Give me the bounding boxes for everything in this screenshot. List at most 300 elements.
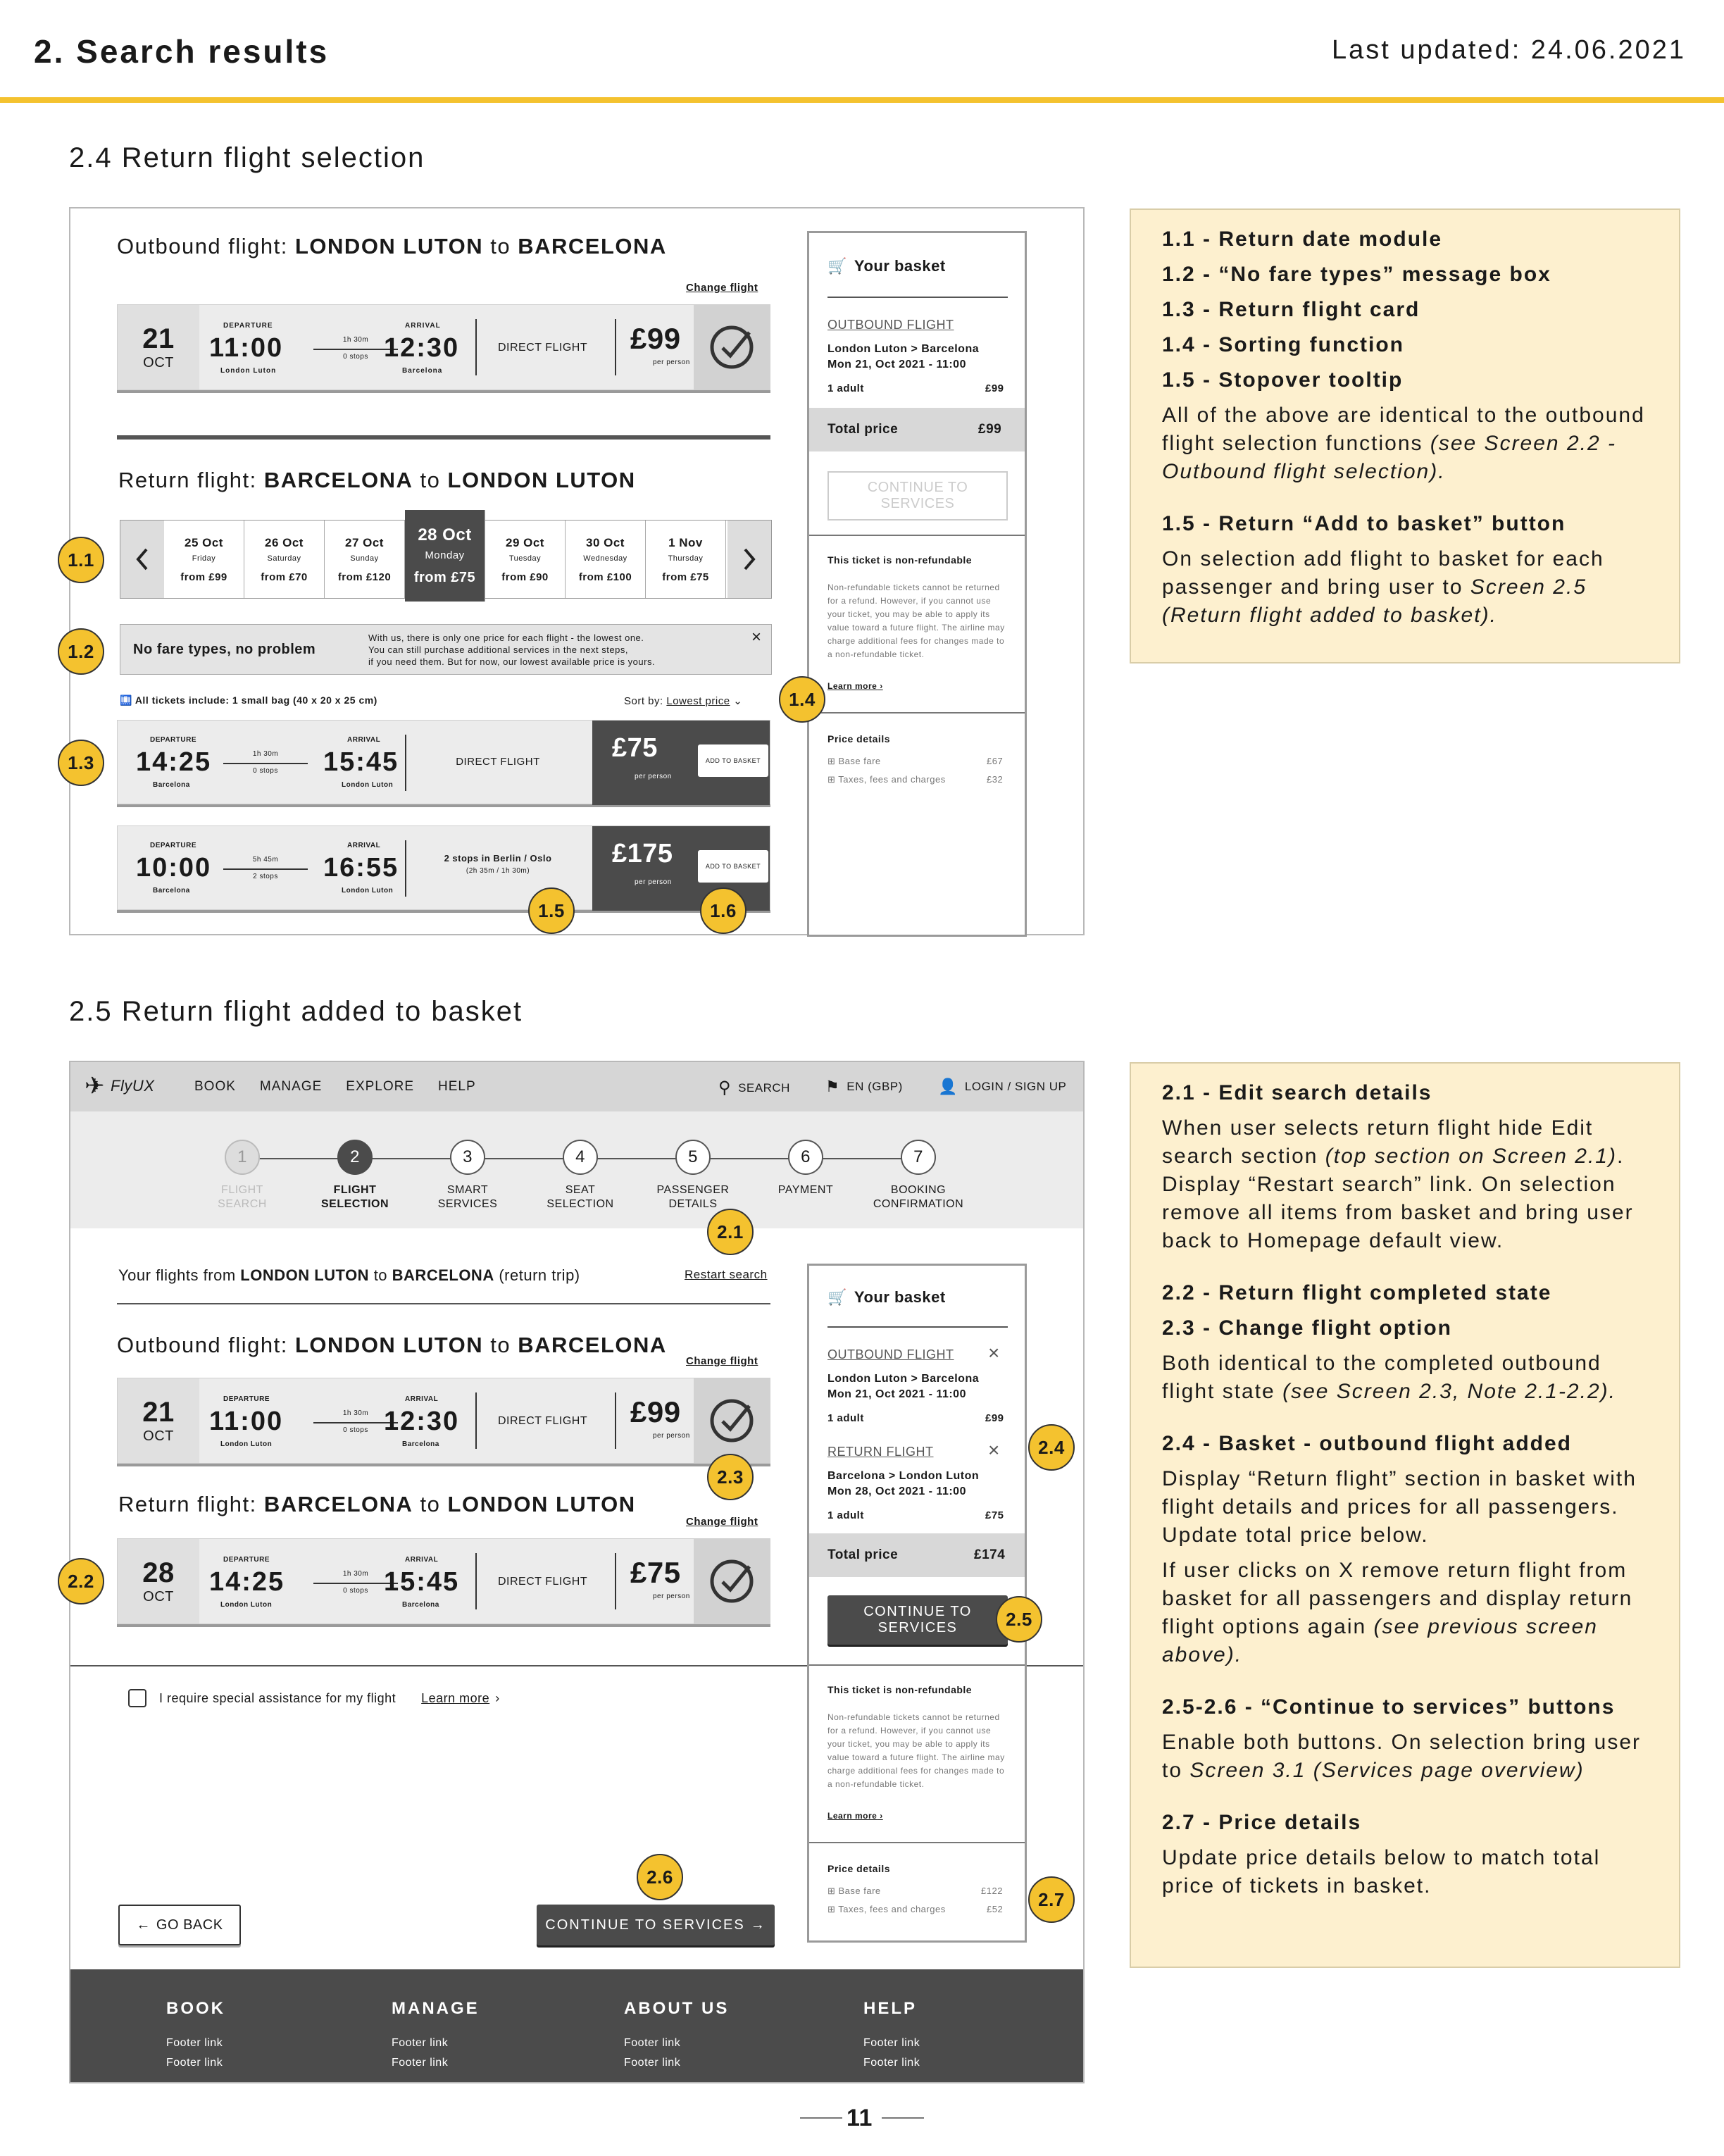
- screen-2-5-frame: [69, 1061, 1085, 2083]
- flight-type: DIRECT FLIGHT: [498, 342, 588, 354]
- duration: 1h 30m: [342, 1409, 369, 1417]
- step-1: [186, 1140, 299, 1211]
- step-label-line1: BOOKING: [890, 1184, 947, 1196]
- day-label: Monday: [425, 549, 465, 561]
- dep-time: 14:25: [136, 747, 212, 777]
- dep-label: DEPARTURE: [150, 736, 196, 744]
- dep-time: 14:25: [209, 1567, 285, 1597]
- note1-heading: 1.5 - Stopover tooltip: [1162, 368, 1404, 392]
- assistance-label: I require special assistance for my flight: [159, 1690, 396, 1705]
- divider: [615, 1553, 616, 1609]
- step-label: [218, 1183, 267, 1211]
- plane-logo-icon: ✈: [85, 1073, 105, 1099]
- cart-icon: 🛒: [827, 257, 847, 275]
- divider: [827, 297, 1008, 298]
- cart-icon: 🛒: [827, 1288, 847, 1306]
- footer-col-manage: [392, 1999, 624, 2069]
- go-back-button[interactable]: ← GO BACK: [118, 1905, 241, 1945]
- footer-col-book: [166, 1999, 392, 2069]
- nav-item-explore[interactable]: EXPLORE: [346, 1079, 415, 1094]
- outbound-label: OUTBOUND FLIGHT: [827, 318, 954, 332]
- divider: [827, 1326, 1008, 1328]
- remove-outbound-close-icon[interactable]: ×: [988, 1342, 1000, 1364]
- note2-p4: Display “Return flight” section in basket with flight details and prices for all passengers. Update total price below.: [1162, 1467, 1637, 1547]
- divider: [615, 319, 616, 375]
- callout-1-3: 1.3: [58, 740, 104, 786]
- stops: 2 stops: [253, 873, 278, 880]
- step-label: [778, 1183, 833, 1197]
- note2-p5: If user clicks on X remove return flight from basket for all passengers and display return flight options again (see previous screen above).: [1162, 1559, 1633, 1666]
- top-nav: [70, 1062, 1085, 1111]
- price-details-title: Price details: [827, 733, 890, 744]
- date-box: 21 OCT: [118, 305, 199, 390]
- divider: [809, 1664, 1025, 1666]
- basket-title: 🛒 Your basket: [827, 1288, 946, 1306]
- date-price: from £100: [578, 571, 632, 583]
- close-icon[interactable]: ×: [751, 628, 762, 647]
- callout-1-4: 1.4: [779, 676, 825, 723]
- date-price: from £75: [413, 570, 476, 585]
- duration: 5h 45m: [252, 856, 279, 864]
- basket-panel-2: [807, 1264, 1027, 1943]
- date-day: 21: [142, 1397, 175, 1428]
- day-label: Saturday: [267, 554, 301, 563]
- step-circle: 3: [450, 1140, 485, 1175]
- date-label: 27 Oct: [345, 535, 384, 549]
- basket-title: 🛒 Your basket: [827, 257, 946, 275]
- callout-1-1: 1.1: [58, 537, 104, 583]
- price-panel: [592, 721, 770, 805]
- dep-city: Barcelona: [153, 887, 190, 895]
- base-fare-value: £122: [981, 1886, 1003, 1896]
- dep-city: London Luton: [220, 1440, 273, 1448]
- your-flights-summary: Your flights from LONDON LUTON to BARCELONA (return trip): [118, 1266, 580, 1284]
- nav-item-manage[interactable]: MANAGE: [259, 1079, 323, 1094]
- footer-link[interactable]: Footer link: [166, 2037, 223, 2049]
- duration: 1h 30m: [342, 336, 369, 344]
- return-label: RETURN FLIGHT: [827, 1445, 934, 1459]
- callout-2-4: 2.4: [1028, 1424, 1075, 1471]
- price: £175: [612, 839, 673, 868]
- base-fare-row[interactable]: ⊞ Base fare: [827, 1886, 881, 1896]
- note2-h6: 2.5-2.6 - “Continue to services” buttons: [1162, 1695, 1616, 1719]
- date-month: OCT: [143, 1589, 174, 1604]
- divider: [475, 1392, 477, 1449]
- note1-heading: 1.3 - Return flight card: [1162, 298, 1420, 321]
- step-circle: 5: [675, 1140, 711, 1175]
- page-title: 2. Search results: [34, 33, 330, 70]
- continue-to-services-button[interactable]: CONTINUE TO SERVICES →: [537, 1905, 775, 1945]
- refund-text: Non-refundable tickets cannot be returned for a refund. However, if you cannot use your ticket, you may be able to apply its value toward a future flight. The airline may charge additional fees for changes made to a non-refundable ticket.: [827, 582, 1005, 659]
- price: £75: [612, 733, 658, 763]
- completed-flight-card: [117, 1538, 770, 1624]
- day-label: Wednesday: [583, 554, 627, 563]
- divider: [809, 1842, 1025, 1843]
- arr-label: ARRIVAL: [405, 1556, 439, 1564]
- outbound-flight-card: [117, 304, 770, 390]
- footer-link[interactable]: Footer link: [863, 2037, 920, 2049]
- divider: [117, 1303, 770, 1304]
- dep-label: DEPARTURE: [223, 322, 273, 330]
- duration: 1h 30m: [342, 1570, 369, 1578]
- stopover-details: (2h 35m / 1h 30m): [466, 867, 530, 875]
- taxes-row[interactable]: ⊞ Taxes, fees and charges: [827, 1904, 946, 1914]
- date-label: 25 Oct: [185, 535, 223, 549]
- callout-1-2: 1.2: [58, 628, 104, 675]
- date-cell[interactable]: [646, 521, 726, 598]
- selected-check-icon[interactable]: [694, 1539, 770, 1624]
- day-label: Thursday: [668, 554, 704, 563]
- step-label-line1: PAYMENT: [777, 1184, 834, 1196]
- change-flight-link-return[interactable]: Change flight: [686, 1516, 758, 1528]
- date-day: 28: [142, 1557, 175, 1588]
- stops: 0 stops: [343, 1587, 368, 1595]
- note2-h4: 2.4 - Basket - outbound flight added: [1162, 1432, 1572, 1455]
- date-price: from £70: [261, 571, 308, 583]
- note2-h1: 2.1 - Edit search details: [1162, 1081, 1432, 1104]
- callout-2-2: 2.2: [58, 1558, 104, 1604]
- per-person: per person: [653, 1593, 690, 1600]
- footer-link[interactable]: Footer link: [392, 2057, 449, 2069]
- refund-title: This ticket is non-refundable: [827, 1684, 973, 1695]
- note1-heading: 1.2 - “No fare types” message box: [1162, 263, 1551, 286]
- section-divider: [117, 435, 770, 440]
- footer-heading: MANAGE: [392, 1999, 480, 2018]
- price: £99: [630, 1395, 681, 1428]
- dep-city: London Luton: [220, 1601, 273, 1609]
- date-price: from £90: [501, 571, 549, 583]
- bag-icon: 🛄: [120, 694, 132, 706]
- return-heading: Return flight: BARCELONA to LONDON LUTON: [118, 468, 636, 492]
- per-person: per person: [635, 773, 672, 780]
- note2-p1: When user selects return flight hide Edit search section (top section on Screen 2.1). Display “Restart search” link. On selection remove all items from basket and bring user back to Homepage default view.: [1162, 1116, 1634, 1252]
- note1-text: All of the above are identical to the outbound flight selection functions (see Screen 2.2 - Outbound flight selection).: [1162, 404, 1645, 483]
- step-circle: 4: [563, 1140, 598, 1175]
- date-label: 1 Nov: [668, 535, 703, 549]
- note2-h7: 2.7 - Price details: [1162, 1811, 1362, 1834]
- flag-icon: ⚑: [825, 1078, 840, 1095]
- add-to-basket-button[interactable]: ADD TO BASKET: [698, 850, 768, 883]
- dep-city: Barcelona: [153, 781, 190, 789]
- divider: [809, 535, 1025, 536]
- screen-2-4-frame: [69, 207, 1085, 935]
- date-cells: [164, 521, 726, 598]
- return-details: Barcelona > London Luton Mon 28, Oct 2021 - 11:00: [827, 1470, 980, 1497]
- dep-time: 10:00: [136, 853, 212, 883]
- return-heading-2: Return flight: BARCELONA to LONDON LUTON: [118, 1492, 636, 1516]
- no-fare-text: With us, there is only one price for each flight - the lowest one. You can still purchase additional services in the next steps, if you need them. But for now, our lowest available price is yours.: [368, 633, 656, 667]
- per-person: per person: [653, 1432, 690, 1440]
- divider: [475, 319, 477, 375]
- rt-price: £75: [985, 1509, 1004, 1521]
- step-2: [299, 1140, 411, 1211]
- base-fare-row[interactable]: ⊞ Base fare: [827, 756, 881, 766]
- step-label-line1: SMART: [446, 1184, 489, 1196]
- step-label-line2: CONFIRMATION: [873, 1198, 964, 1210]
- base-fare-value: £67: [987, 756, 1004, 766]
- rt-adult: 1 adult: [827, 1509, 864, 1521]
- footer-link[interactable]: Footer link: [863, 2057, 920, 2069]
- footer-link[interactable]: Footer link: [624, 2057, 681, 2069]
- no-fare-message-box: [120, 624, 772, 675]
- stops: 0 stops: [253, 767, 278, 775]
- step-3: [411, 1140, 524, 1211]
- price: £75: [630, 1556, 681, 1589]
- step-label-line2: SERVICES: [437, 1198, 498, 1210]
- callout-2-7: 2.7: [1028, 1876, 1075, 1923]
- total-label: Total price: [827, 422, 899, 437]
- price: £99: [630, 322, 681, 355]
- arr-time: 15:45: [384, 1567, 460, 1597]
- stops: 0 stops: [343, 1426, 368, 1434]
- date-cell[interactable]: [164, 521, 244, 598]
- arrow-right-icon: →: [750, 1917, 766, 1933]
- step-label-line1: SEAT: [565, 1184, 596, 1196]
- date-cell[interactable]: [244, 521, 325, 598]
- date-price: from £120: [337, 571, 392, 583]
- login-nav[interactable]: 👤 LOGIN / SIGN UP: [938, 1078, 1067, 1095]
- step-label-line2: SEARCH: [218, 1198, 267, 1210]
- chevron-down-icon: ⌄: [733, 695, 743, 707]
- date-label: 29 Oct: [506, 535, 544, 549]
- step-label: [657, 1183, 730, 1211]
- dep-label: DEPARTURE: [223, 1556, 270, 1564]
- taxes-value: £52: [987, 1904, 1004, 1914]
- total-value: £174: [974, 1547, 1006, 1562]
- arr-city: Barcelona: [402, 1440, 439, 1448]
- per-person: per person: [635, 878, 672, 886]
- page-num-line-left: [800, 2117, 842, 2119]
- footer-link[interactable]: Footer link: [392, 2037, 449, 2049]
- flight-type: DIRECT FLIGHT: [498, 1576, 588, 1588]
- note1-heading: 1.4 - Sorting function: [1162, 333, 1404, 356]
- price-details-title: Price details: [827, 1863, 890, 1874]
- arr-time: 12:30: [384, 1407, 460, 1436]
- annotation-note-1: [1130, 208, 1680, 663]
- nav-item-help[interactable]: HELP: [438, 1079, 476, 1094]
- callout-1-6: 1.6: [700, 887, 747, 934]
- step-label-line1: PASSENGER: [656, 1184, 730, 1196]
- footer-heading: BOOK: [166, 1999, 225, 2018]
- step-label: [438, 1183, 498, 1211]
- stops: 0 stops: [343, 353, 368, 361]
- date-label: 30 Oct: [586, 535, 625, 549]
- continue-to-services-button-disabled[interactable]: CONTINUE TO SERVICES: [827, 471, 1008, 521]
- footer-col-help: [863, 1999, 1085, 2069]
- search-icon: ⚲: [718, 1078, 732, 1097]
- search-nav[interactable]: ⚲ SEARCH: [718, 1078, 790, 1097]
- callout-2-5: 2.5: [996, 1596, 1042, 1643]
- page-num-line-right: [882, 2117, 924, 2119]
- learn-more-link[interactable]: Learn more ›: [827, 681, 883, 691]
- note2-p2: Both identical to the completed outbound flight state (see Screen 2.3, Note 2.1-2.2).: [1162, 1352, 1616, 1403]
- section-title-2-4: 2.4 Return flight selection: [69, 142, 425, 173]
- step-4: [524, 1140, 637, 1211]
- arr-label: ARRIVAL: [405, 322, 441, 330]
- footer-heading: HELP: [863, 1999, 918, 2018]
- footer-link[interactable]: Footer link: [166, 2057, 223, 2069]
- return-completed-card: [117, 1538, 770, 1624]
- footer-link[interactable]: Footer link: [624, 2037, 681, 2049]
- footer-heading: ABOUT US: [624, 1999, 730, 2018]
- dep-time: 11:00: [209, 333, 284, 363]
- step-5: [637, 1140, 749, 1211]
- footer-columns: [166, 1999, 1085, 2069]
- total-price-row: [809, 1533, 1025, 1577]
- user-icon: 👤: [938, 1078, 958, 1095]
- assistance-checkbox[interactable]: [128, 1689, 146, 1707]
- language-nav[interactable]: ⚑ EN (GBP): [825, 1078, 903, 1095]
- callout-1-5: 1.5: [528, 887, 575, 934]
- date-price: from £99: [180, 571, 227, 583]
- arr-label: ARRIVAL: [347, 736, 381, 744]
- flight-arrow: [223, 763, 308, 764]
- no-fare-title: No fare types, no problem: [133, 642, 316, 657]
- date-box: [118, 1378, 199, 1463]
- arr-label: ARRIVAL: [347, 842, 381, 849]
- arr-city: Barcelona: [402, 367, 443, 375]
- basket-panel: [807, 231, 1027, 937]
- header-divider: [0, 97, 1724, 103]
- refund-text: Non-refundable tickets cannot be returned for a refund. However, if you cannot use your ticket, you may be able to apply its value toward a future flight. The airline may charge additional fees for changes made to a non-refundable ticket.: [827, 1712, 1005, 1789]
- step-label: [873, 1183, 963, 1211]
- date-cell-selected[interactable]: [405, 510, 485, 602]
- special-assistance: I require special assistance for my flight Learn more ›: [128, 1689, 500, 1707]
- day-label: Tuesday: [508, 554, 542, 563]
- flight-type: 2 stops in Berlin / Oslo: [444, 853, 552, 864]
- note1-heading: 1.1 - Return date module: [1162, 228, 1443, 251]
- day-label: Friday: [192, 554, 216, 563]
- dep-label: DEPARTURE: [223, 1395, 270, 1403]
- note2-h3: 2.3 - Change flight option: [1162, 1316, 1452, 1340]
- add-to-basket-button[interactable]: ADD TO BASKET: [698, 744, 768, 777]
- change-flight-link-outbound[interactable]: Change flight: [686, 1355, 758, 1367]
- total-price-row: [809, 408, 1025, 451]
- adult-price: £99: [985, 382, 1004, 394]
- section-title-2-5: 2.5 Return flight added to basket: [69, 996, 523, 1027]
- ob-adult: 1 adult: [827, 1412, 864, 1424]
- outbound-heading: Outbound flight: LONDON LUTON to BARCELONA: [117, 234, 667, 258]
- footer-col-about-us: [624, 1999, 863, 2069]
- basket-continue-button[interactable]: CONTINUE TO SERVICES: [827, 1595, 1008, 1645]
- step-label-line1: FLIGHT: [221, 1184, 263, 1196]
- date-box: [118, 1539, 199, 1624]
- arr-time: 15:45: [323, 747, 399, 777]
- callout-2-1: 2.1: [707, 1209, 754, 1255]
- selected-check-icon[interactable]: [694, 1378, 770, 1463]
- date-label: 26 Oct: [265, 535, 304, 549]
- arr-time: 16:55: [323, 853, 399, 883]
- callout-2-3: 2.3: [707, 1454, 754, 1500]
- arr-time: 12:30: [384, 333, 460, 363]
- outbound-heading-2: Outbound flight: LONDON LUTON to BARCELONA: [117, 1333, 667, 1357]
- arr-city: London Luton: [342, 887, 394, 895]
- footer: [70, 1969, 1085, 2083]
- step-label-line2: SELECTION: [546, 1198, 614, 1210]
- nav-items: [194, 1079, 500, 1095]
- duration: 1h 30m: [252, 750, 279, 758]
- step-7: [862, 1140, 975, 1211]
- remove-return-close-icon[interactable]: ×: [988, 1439, 1000, 1461]
- callout-2-6: 2.6: [637, 1854, 683, 1900]
- dep-city: London Luton: [220, 367, 277, 375]
- step-label: [321, 1183, 389, 1211]
- return-flight-card: [117, 720, 770, 804]
- day-label: Sunday: [350, 554, 379, 563]
- date-month: OCT: [143, 1428, 174, 1444]
- adult-count: 1 adult: [827, 382, 864, 394]
- return-date-module: [120, 520, 772, 599]
- date-cell[interactable]: [566, 521, 646, 598]
- date-label: 28 Oct: [418, 525, 472, 544]
- logo[interactable]: ✈ FlyUX: [85, 1073, 155, 1099]
- dep-time: 11:00: [209, 1407, 284, 1436]
- page-number: 11: [847, 2105, 873, 2131]
- learn-more-link-assist[interactable]: Learn more: [421, 1690, 490, 1705]
- outbound-details: London Luton > Barcelona Mon 21, Oct 2021 - 11:00: [827, 343, 980, 370]
- return-flight-card: [117, 825, 770, 910]
- note1-headings: [1162, 225, 1648, 394]
- learn-more-link[interactable]: Learn more ›: [827, 1811, 883, 1821]
- step-circle: 7: [901, 1140, 936, 1175]
- step-circle: 2: [337, 1140, 373, 1175]
- step-6: [749, 1140, 862, 1197]
- prev-date-arrow-icon[interactable]: [120, 521, 164, 598]
- arr-label: ARRIVAL: [405, 1395, 439, 1403]
- total-value: £99: [978, 422, 1002, 437]
- outbound-label: OUTBOUND FLIGHT: [827, 1347, 954, 1361]
- change-flight-link[interactable]: Change flight: [686, 282, 758, 294]
- completed-flight-card: [117, 1378, 770, 1464]
- date-price: from £75: [662, 571, 709, 583]
- date-cell[interactable]: [485, 521, 566, 598]
- step-label-line1: FLIGHT: [333, 1184, 377, 1196]
- note2-h2: 2.2 - Return flight completed state: [1162, 1281, 1552, 1304]
- step-label-line2: SELECTION: [320, 1198, 389, 1210]
- note1-text-2: On selection add flight to basket for each passenger and bring user to Screen 2.5 (Return flight added to basket).: [1162, 547, 1604, 627]
- note2-p7: Update price details below to match total price of tickets in basket.: [1162, 1846, 1601, 1898]
- divider: [475, 1553, 477, 1609]
- restart-search-link[interactable]: Restart search: [685, 1268, 768, 1281]
- flight-type: DIRECT FLIGHT: [456, 756, 540, 768]
- annotation-note-2: [1130, 1062, 1680, 1968]
- step-circle: 1: [225, 1140, 260, 1175]
- date-cell[interactable]: [325, 521, 405, 598]
- divider: [615, 1392, 616, 1449]
- nav-item-book[interactable]: BOOK: [194, 1079, 236, 1094]
- outbound-completed-card: [117, 1378, 770, 1464]
- taxes-value: £32: [987, 774, 1004, 785]
- divider: [809, 712, 1025, 714]
- selected-check-icon[interactable]: [694, 305, 770, 390]
- step-circle: 6: [788, 1140, 823, 1175]
- next-date-arrow-icon[interactable]: [727, 521, 771, 598]
- ob-price: £99: [985, 1412, 1004, 1424]
- dep-label: DEPARTURE: [150, 842, 196, 849]
- taxes-row[interactable]: ⊞ Taxes, fees and charges: [827, 774, 946, 785]
- sort-function[interactable]: Sort by: Lowest price ⌄: [624, 695, 743, 707]
- last-updated: Last updated: 24.06.2021: [1331, 35, 1686, 65]
- refund-title: This ticket is non-refundable: [827, 554, 973, 566]
- per-person: per person: [653, 359, 690, 366]
- arr-city: London Luton: [342, 781, 394, 789]
- note1-heading-2: 1.5 - Return “Add to basket” button: [1162, 512, 1566, 535]
- flight-arrow: [223, 868, 308, 870]
- arr-city: Barcelona: [402, 1601, 439, 1609]
- total-label: Total price: [827, 1547, 899, 1562]
- progress-stepper: [70, 1111, 1085, 1228]
- steps: [186, 1140, 975, 1211]
